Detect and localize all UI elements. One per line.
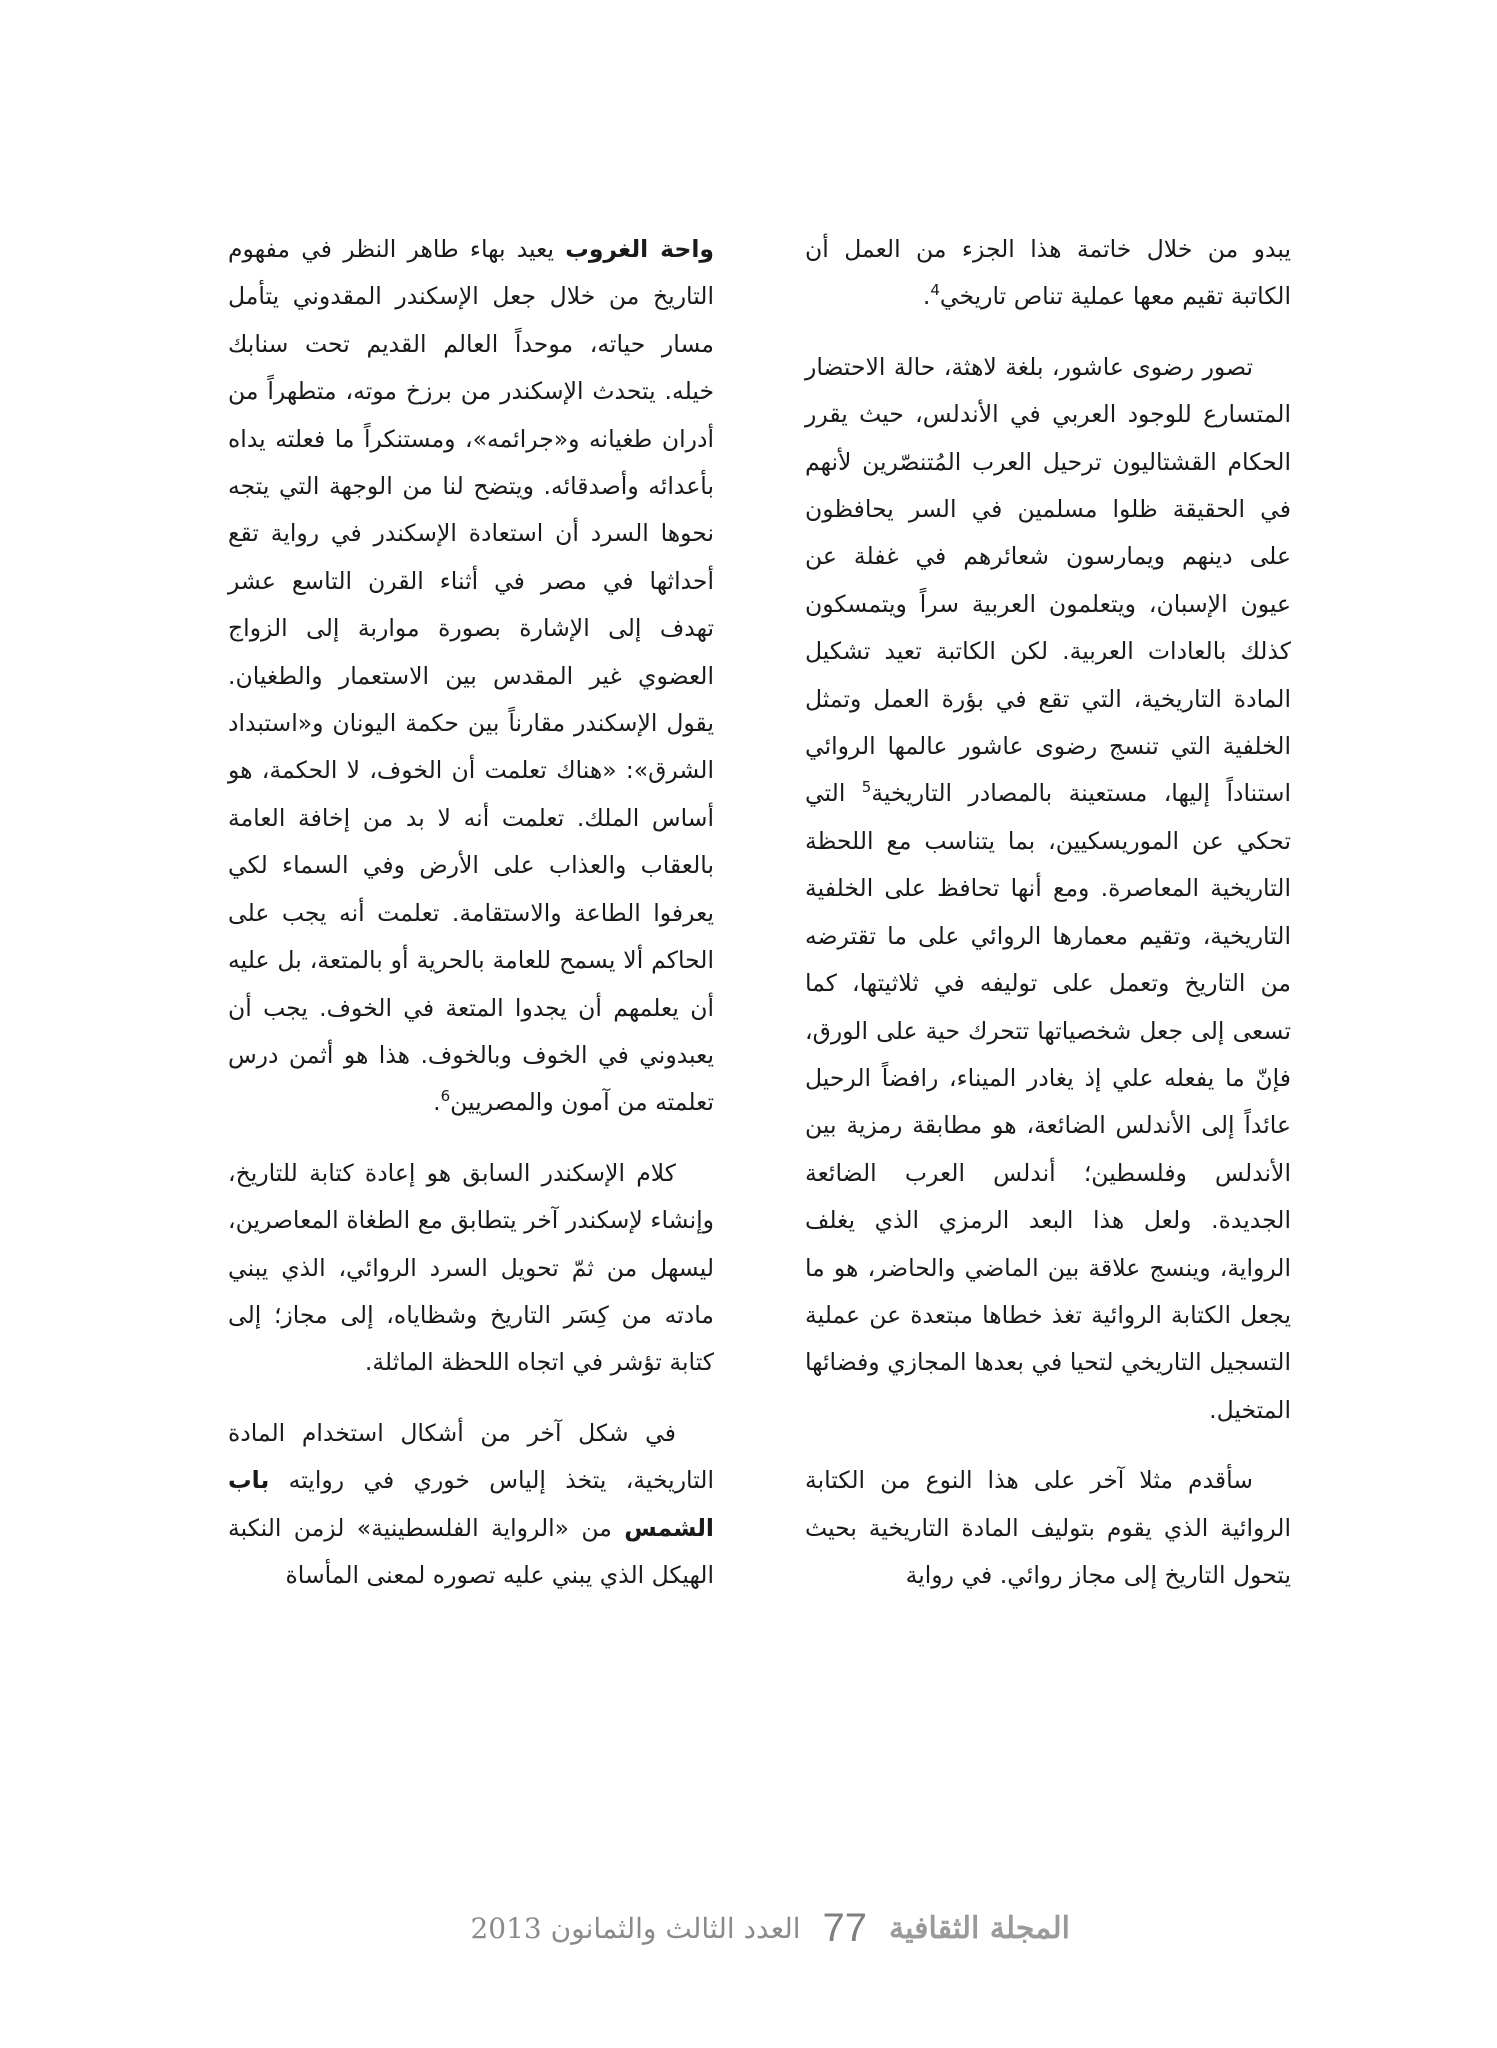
issue-label: العدد الثالث والثمانون 2013: [470, 1911, 801, 1945]
paragraph: [805, 1457, 1291, 1599]
paragraph: [228, 1410, 714, 1600]
page-footer: [440, 1905, 1070, 1951]
paragraph: [805, 226, 1291, 321]
footnote-marker: 5: [861, 778, 872, 797]
magazine-name: المجلة الثقافية: [889, 1910, 1070, 1946]
footnote-marker: 6: [440, 1087, 451, 1106]
paragraph-text: يعيد بهاء طاهر النظر في مفهوم التاريخ من خلال جعل الإسكندر المقدوني يتأمل مسار حياته، موحداً العالم القديم تحت سنابك خيله. يتحدث الإسكندر من برزخ موته، متطهراً من أدران طغيانه و«جرائمه»، ومستنكراً ما فعلته يداه بأعدائه وأصدقائه. ويتضح لنا من الوجهة التي يتجه نحوها السرد أن استعادة الإسكندر في رواية تقع أحداثها في مصر في أثناء القرن التاسع عشر تهدف إلى الإشارة بصورة مواربة إلى الزواج العضوي غير المقدس بين الاستعمار والطغيان. يقول الإسكندر مقارناً بين حكمة اليونان و«استبداد الشرق»: «هناك تعلمت أن الخوف، لا الحكمة، هو أساس الملك. تعلمت أنه لا بد من إخافة العامة بالعقاب والعذاب على الأرض وفي السماء لكي يعرفوا الطاعة والاستقامة. تعلمت أنه يجب على الحاكم ألا يسمح للعامة بالحرية أو بالمتعة، بل عليه أن يعلمهم أن يجدوا المتعة في الخوف. يجب أن يعبدوني في الخوف وبالخوف. هذا هو أثمن درس تعلمته من آمون والمصريين: [228, 235, 714, 1117]
paragraph: [228, 226, 714, 1127]
paragraph-text: يبدو من خلال خاتمة هذا الجزء من العمل أن الكاتبة تقيم معها عملية تناص تاريخي: [805, 235, 1291, 311]
text-column-left: [228, 226, 714, 1622]
paragraph-text: في شكل آخر من أشكال استخدام المادة التاريخية، يتخذ إلياس خوري في روايته: [228, 1418, 714, 1495]
paragraph-end: .: [922, 282, 931, 311]
novel-title: باب الشمس: [228, 1466, 714, 1542]
page-number: 77: [822, 1905, 868, 1950]
paragraph: [228, 1150, 714, 1387]
paragraph: [805, 344, 1291, 1434]
paragraph-text-continued: من «الرواية الفلسطينية» لزمن النكبة الهيكل الذي يبني عليه تصوره لمعنى المأساة: [228, 1513, 714, 1589]
paragraph-text: كلام الإسكندر السابق هو إعادة كتابة للتاريخ، وإنشاء لإسكندر آخر يتطابق مع الطغاة المعاصرين، ليسهل من ثمّ تحويل السرد الروائي، الذي يبني مادته من كِسَر التاريخ وشظاياه، إلى مجاز؛ إلى كتابة تؤشر في اتجاه اللحظة الماثلة.: [228, 1158, 714, 1377]
novel-title: واحة الغروب: [565, 235, 714, 263]
paragraph-text: سأقدم مثلا آخر على هذا النوع من الكتابة الروائية الذي يقوم بتوليف المادة التاريخية بحيث يتحول التاريخ إلى مجاز روائي. في رواية: [805, 1466, 1291, 1589]
text-column-right: [805, 226, 1291, 1622]
footnote-marker: 4: [930, 281, 940, 300]
paragraph-text: تصور رضوى عاشور، بلغة لاهثة، حالة الاحتضار المتسارع للوجود العربي في الأندلس، حيث يقرر الحكام القشتاليون ترحيل العرب المُتنصّرين لأنهم في الحقيقة ظلوا مسلمين في السر يحافظون على دينهم ويمارسون شعائرهم في غفلة عن عيون الإسبان، ويتعلمون العربية سراً ويتمسكون كذلك بالعادات العربية. لكن الكاتبة تعيد تشكيل المادة التاريخية، التي تقع في بؤرة العمل وتمثل الخلفية التي تنسج رضوى عاشور عالمها الروائي استناداً إليها، مستعينة بالمصادر التاريخية: [805, 352, 1292, 808]
paragraph-text-continued: التي تحكي عن الموريسكيين، بما يتناسب مع اللحظة التاريخية المعاصرة. ومع أنها تحافظ على الخلفية التاريخية، وتقيم معمارها الروائي على ما تقترضه من التاريخ وتعمل على توليفه في ثلاثيتها، كما تسعى إلى جعل شخصياتها تتحرك حية على الورق، فإنّ ما يفعله علي إذ يغادر الميناء، رافضاً الرحيل عائداً إلى الأندلس الضائعة، هو مطابقة رمزية بين الأندلس وفلسطين؛ أندلس العرب الضائعة الجديدة. ولعل هذا البعد الرمزي الذي يغلف الرواية، وينسج علاقة بين الماضي والحاضر، هو ما يجعل الكتابة الروائية تغذ خطاها مبتعدة عن عملية التسجيل التاريخي لتحيا في بعدها المجازي وفضائها المتخيل.: [805, 779, 1291, 1424]
paragraph-end: .: [433, 1088, 441, 1117]
